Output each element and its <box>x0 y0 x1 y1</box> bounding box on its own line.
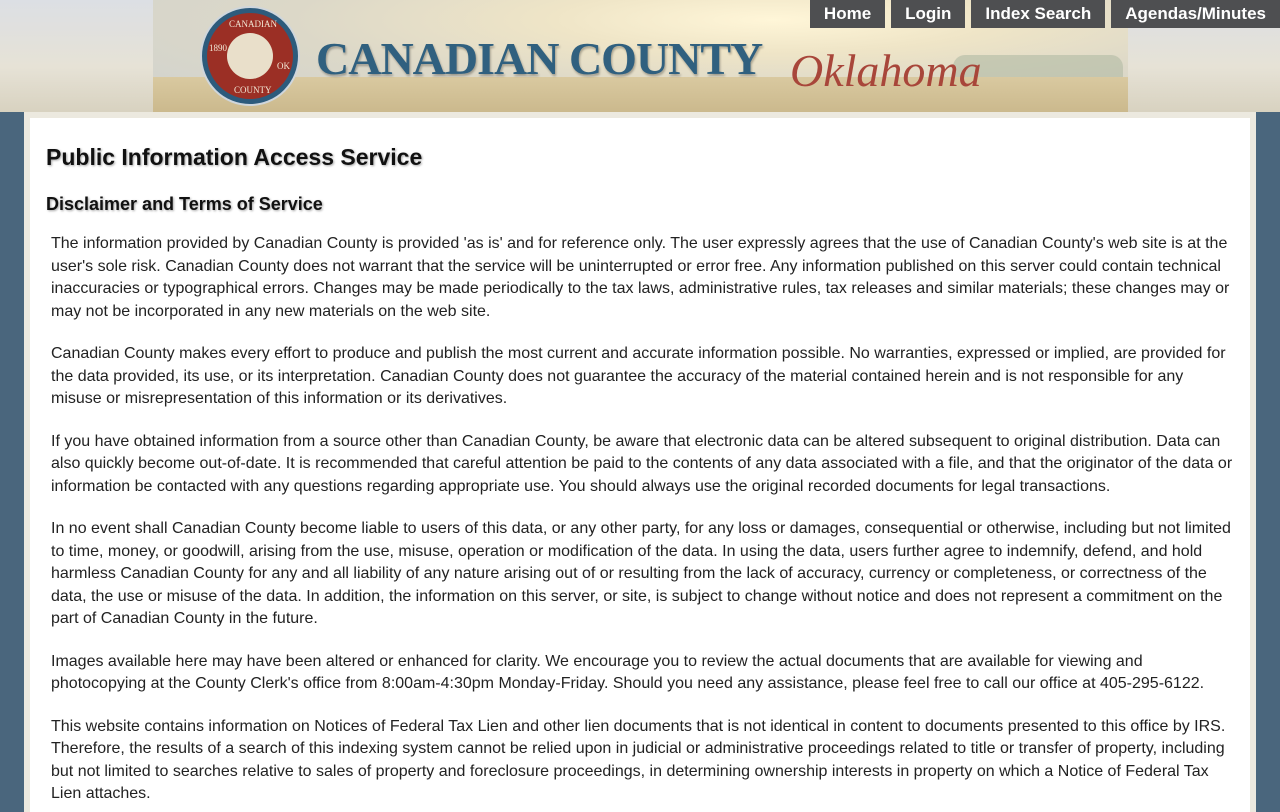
seal-state: OK <box>277 61 290 71</box>
seal-year: 1890 <box>209 43 227 53</box>
top-nav <box>810 0 1280 28</box>
nav-home[interactable]: Home <box>810 0 885 28</box>
nav-index-search[interactable]: Index Search <box>971 0 1105 28</box>
disclaimer-paragraph: In no event shall Canadian County become liable to users of this data, or any other party, for any loss or damages, consequential or otherwise, including but not limited to time, money, or goodwill, arising from the use, misuse, operation or modification of the data. In using the data, users further agree to indemnify, defend, and hold harmless Canadian County for any and all liability of any nature arising out of or resulting from the lack of accuracy, currency or completeness, or correctness of the data, the use or misuse of the data. In addition, the information on this server, or site, is subject to change without notice and does not represent a commitment on the part of Canadian County in the future. <box>51 520 1231 627</box>
seal-bottom-text: COUNTY <box>234 85 272 95</box>
state-script-logo: Oklahoma <box>790 45 982 96</box>
disclaimer-paragraph: Images available here may have been altered or enhanced for clarity. We encourage you to review the actual documents that are available for viewing and photocopying at the County Clerk's office from 8:00am-4:30pm Monday-Friday. Should you need any assistance, please feel free to call our office at 405-295-6122. <box>51 652 1205 692</box>
nav-agendas-minutes[interactable]: Agendas/Minutes <box>1111 0 1280 28</box>
main-content <box>30 118 1250 812</box>
page-subtitle: Disclaimer and Terms of Service <box>46 194 323 214</box>
page-title: Public Information Access Service <box>46 144 423 170</box>
county-name-logo: CANADIAN COUNTY <box>316 33 763 84</box>
nav-login[interactable]: Login <box>891 0 965 28</box>
content-frame <box>24 112 1256 812</box>
county-seal-logo <box>202 8 298 104</box>
site-header <box>0 0 1280 112</box>
disclaimer-paragraph: Canadian County makes every effort to produce and publish the most current and accurate information possible. No warranties, expressed or implied, are provided for the data provided, its use, or its interpretation. Canadian County does not guarantee the accuracy of the material contained herein and is not responsible for any misuse or misrepresentation of this information or its derivatives. <box>51 345 1226 407</box>
disclaimer-paragraph: If you have obtained information from a source other than Canadian County, be aware that electronic data can be altered subsequent to original distribution. Data can also quickly become out-of-date. It is recommended that careful attention be paid to the contents of any data associated with a file, and that the originator of the data or information be contacted with any questions regarding appropriate use. You should always use the original recorded documents for legal transactions. <box>51 432 1233 495</box>
disclaimer-paragraph: This website contains information on Notices of Federal Tax Lien and other lien documents that is not identical in content to documents presented to this office by IRS. Therefore, the results of a search of this indexing system cannot be relied upon in judicial or administrative proceedings related to title or transfer of property, including but not limited to searches relative to sales of property and foreclosure proceedings, in determining ownership interests in property on which a Notice of Federal Tax Lien attaches. <box>51 717 1226 802</box>
seal-emblem <box>227 33 273 79</box>
seal-top-text: CANADIAN <box>229 19 277 29</box>
disclaimer-paragraph: The information provided by Canadian County is provided 'as is' and for reference only. The user expressly agrees that the use of Canadian County's web site is at the user's sole risk. Canadian County does not warrant that the service will be uninterrupted or error free. Any information published on this server could contain technical inaccuracies or typographical errors. Changes may be made periodically to the tax laws, administrative rules, tax releases and similar materials; these changes may or may not be incorporated in any new materials on the web site. <box>51 235 1230 320</box>
